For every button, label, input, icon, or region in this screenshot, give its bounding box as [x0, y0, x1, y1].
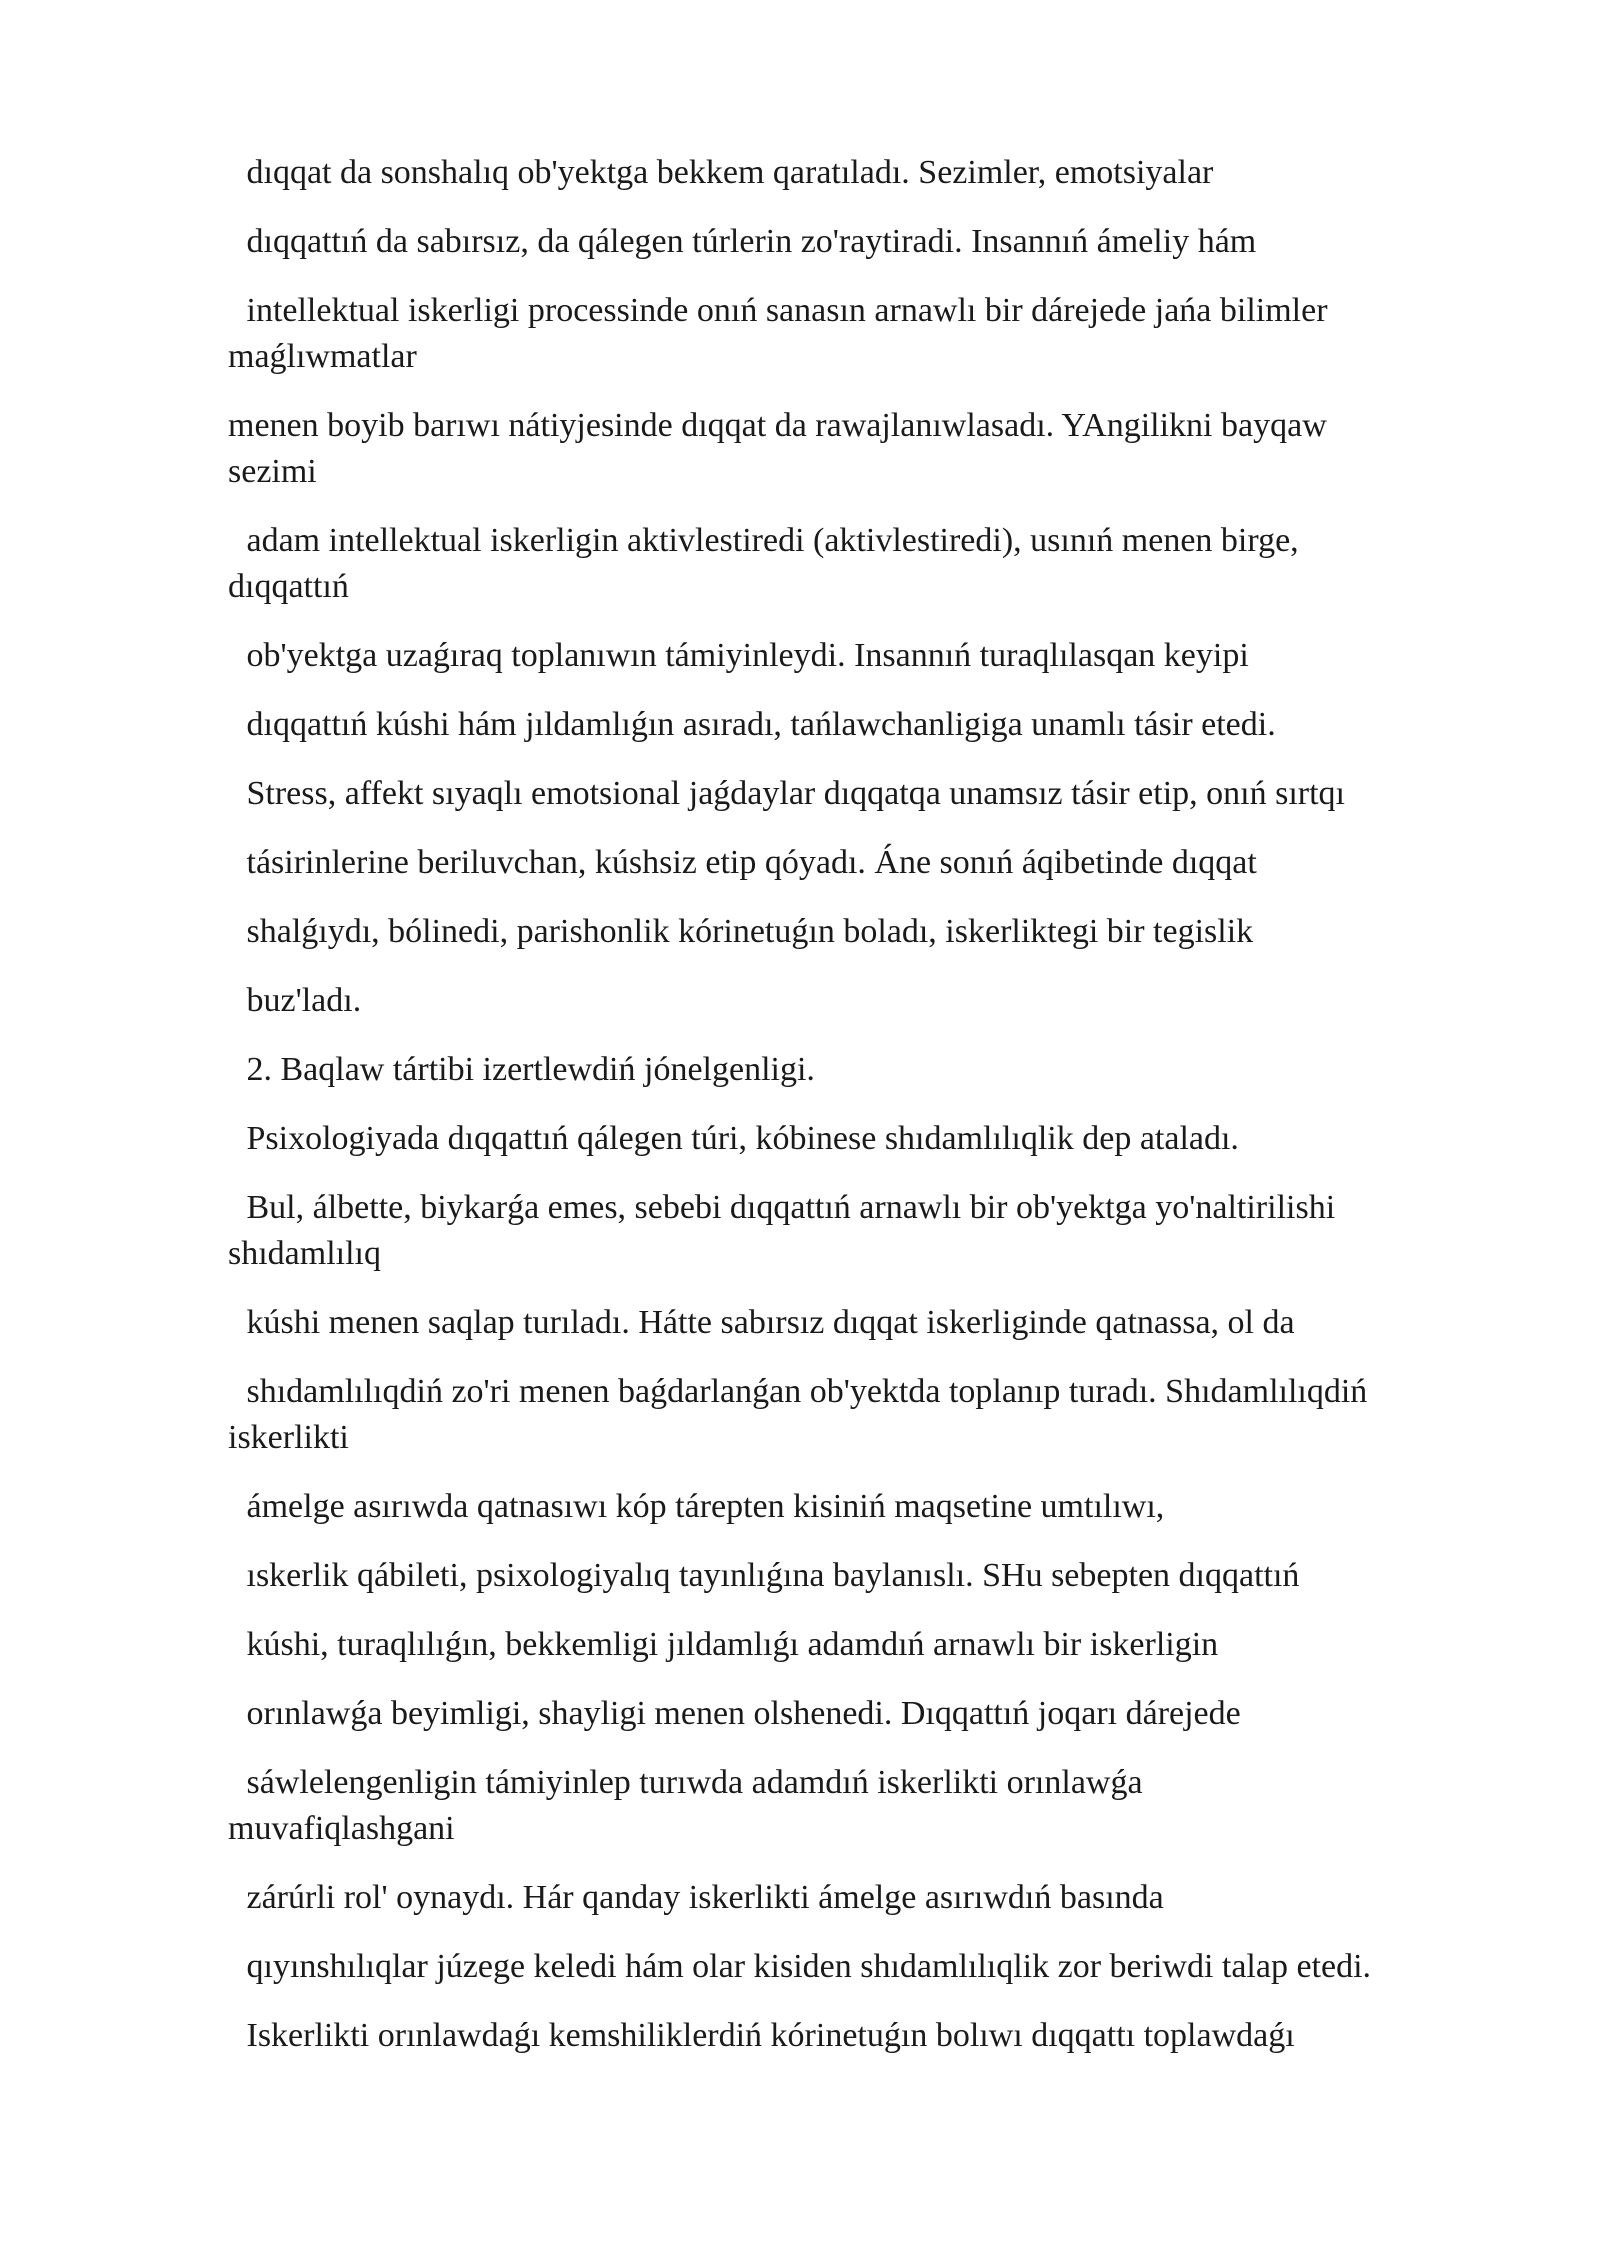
text-line: sezimi — [228, 453, 317, 490]
text-line: Psixologiyada dıqqattıń qálegen túri, kóbinese shıdamlılıqlik dep ataladı. — [238, 1120, 1239, 1157]
text-line: ob'yektga uzaǵıraq toplanıwın támiyinleydi. Insannıń turaqlılasqan keyipi — [238, 637, 1249, 674]
text-line: zárúrli rol' oynaydı. Hár qanday iskerlikti ámelge asırıwdıń basında — [238, 1879, 1164, 1916]
text-line: 2. Baqlaw tártibi izertlewdiń jónelgenligi. — [238, 1051, 815, 1088]
text-line: kúshi, turaqlılıǵın, bekkemligi jıldamlıǵı adamdıń arnawlı bir iskerligin — [238, 1626, 1219, 1663]
text-line: Bul, álbette, biykarǵa emes, sebebi dıqqattıń arnawlı bir ob'yektga yo'naltirilishi — [238, 1189, 1336, 1226]
text-line: buz'ladı. — [238, 982, 362, 1019]
text-line: shalǵıydı, bólinedi, parishonlik kórinetuǵın boladı, iskerliktegi bir tegislik — [238, 913, 1254, 950]
text-line: adam intellektual iskerligin aktivlestiredi (aktivlestiredi), usınıń menen birge, — [238, 522, 1299, 559]
text-line: maǵlıwmatlar — [228, 338, 417, 375]
text-line: kúshi menen saqlap turıladı. Hátte sabırsız dıqqat iskerliginde qatnassa, ol da — [238, 1304, 1295, 1341]
text-line: ıskerlik qábileti, psixologiyalıq tayınlıǵına baylanıslı. SHu sebepten dıqqattıń — [238, 1557, 1300, 1594]
text-line: dıqqattıń kúshi hám jıldamlıǵın asıradı, tańlawchanligiga unamlı tásir etedi. — [238, 706, 1276, 743]
text-line: Iskerlikti orınlawdaǵı kemshiliklerdiń kórinetuǵın bolıwı dıqqattı toplawdaǵı — [238, 2017, 1295, 2054]
body-text — [228, 150, 1528, 2082]
text-line: orınlawǵa beyimligi, shayligi menen olshenedi. Dıqqattıń joqarı dárejede — [238, 1695, 1241, 1732]
text-line: Stress, affekt sıyaqlı emotsional jaǵdaylar dıqqatqa unamsız tásir etip, onıń sırtqı — [238, 775, 1345, 812]
text-line: qıyınshılıqlar júzege keledi hám olar kisiden shıdamlılıqlik zor beriwdi talap etedi. — [238, 1948, 1372, 1985]
text-line: shıdamlılıqdiń zo'ri menen baǵdarlanǵan ob'yektda toplanıp turadı. Shıdamlılıqdiń — [238, 1373, 1368, 1410]
text-line: dıqqattıń da sabırsız, da qálegen túrlerin zo'raytiradi. Insannıń ámeliy hám — [238, 223, 1257, 260]
text-line: menen boyib barıwı nátiyjesinde dıqqat da rawajlanıwlasadı. YAngilikni bayqaw — [228, 407, 1327, 444]
text-line: tásirinlerine beriluvchan, kúshsiz etip qóyadı. Áne sonıń áqibetinde dıqqat — [238, 844, 1257, 881]
text-line: shıdamlılıq — [228, 1235, 381, 1272]
text-line: muvafiqlashgani — [228, 1810, 455, 1847]
text-line: ámelge asırıwda qatnasıwı kóp tárepten kisiniń maqsetine umtılıwı, — [238, 1488, 1165, 1525]
text-line: dıqqat da sonshalıq ob'yektga bekkem qaratıladı. Sezimler, emotsiyalar — [238, 154, 1214, 191]
text-line: intellektual iskerligi processinde onıń sanasın arnawlı bir dárejede jańa bilimler — [238, 292, 1328, 329]
text-line: iskerlikti — [228, 1419, 349, 1456]
text-line: sáwlelengenligin támiyinlep turıwda adamdıń iskerlikti orınlawǵa — [238, 1764, 1143, 1801]
text-line: dıqqattıń — [228, 568, 349, 605]
